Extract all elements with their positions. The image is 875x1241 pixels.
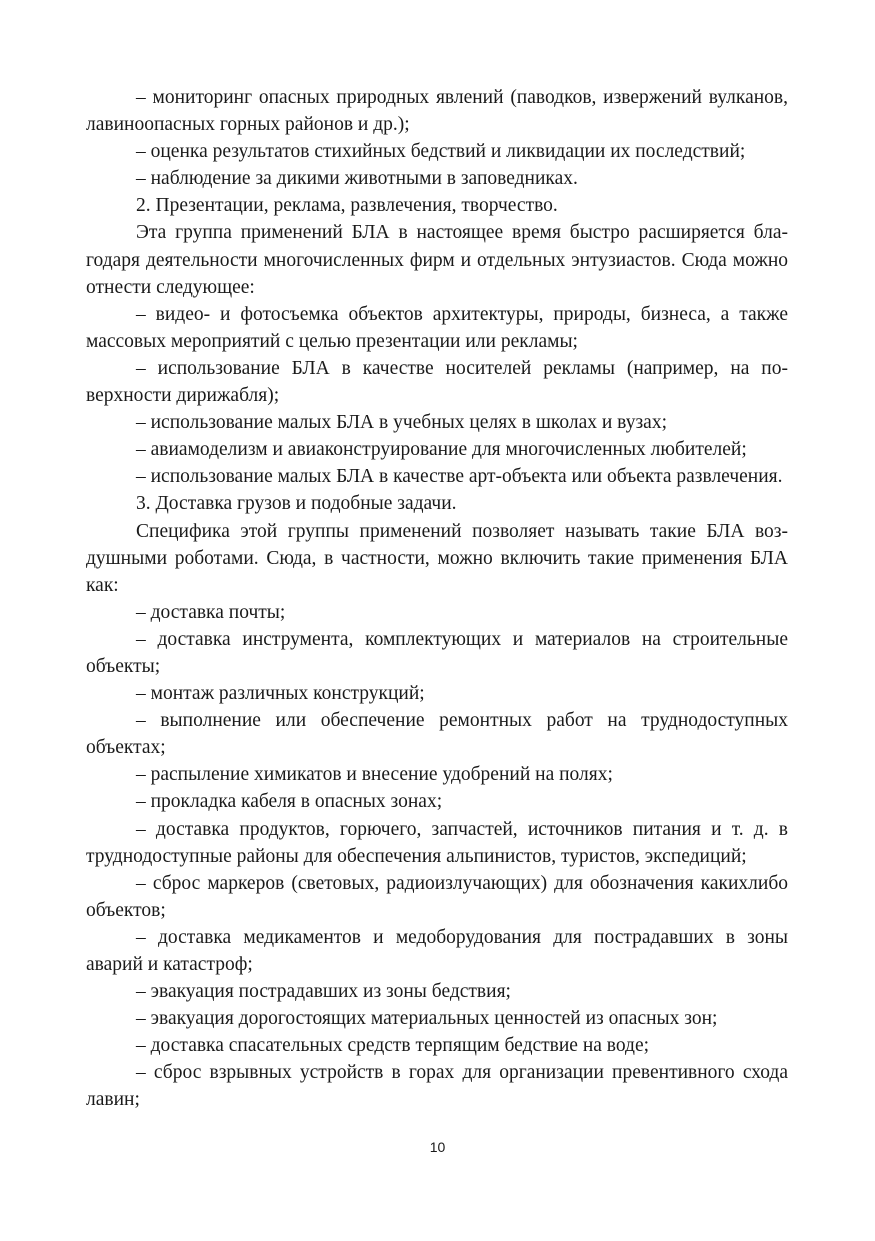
paragraph: – доставка продуктов, горючего, запчастей, источников питания и т. д. в труднодоступные районы для обеспечения альпинистов, туристов, экспедиций; <box>86 818 788 867</box>
paragraph: – прокладка кабеля в опасных зонах; <box>136 791 443 813</box>
paragraph: – мониторинг опасных природных явлений (паводков, извержений вулканов, лавиноопасных горных районов и др.); <box>86 87 788 136</box>
page-body <box>86 84 788 1114</box>
paragraph: – использование малых БЛА в учебных целях в школах и вузах; <box>136 412 668 434</box>
section-heading: 3. Доставка грузов и подобные задачи. <box>136 493 457 515</box>
paragraph: Специфика этой группы применений позволяет называть такие БЛА воздушными роботами. Сюда, в частности, можно включить такие применения БЛА как: <box>86 520 788 596</box>
paragraph: – сброс маркеров (световых, радиоизлучающих) для обозначения какихлибо объектов; <box>86 872 788 921</box>
paragraph: – распыление химикатов и внесение удобрений на полях; <box>136 764 613 786</box>
paragraph: – использование малых БЛА в качестве арт-объекта или объекта развлечения. <box>136 466 783 488</box>
paragraph: – эвакуация дорогостоящих материальных ценностей из опасных зон; <box>136 1008 718 1030</box>
paragraph: – оценка результатов стихийных бедствий и ликвидации их последствий; <box>136 141 746 163</box>
paragraph: – доставка спасательных средств терпящим бедствие на воде; <box>136 1035 650 1057</box>
paragraph: – выполнение или обеспечение ремонтных работ на труднодоступных объектах; <box>86 710 788 759</box>
paragraph: – использование БЛА в качестве носителей рекламы (например, на поверхности дирижабля); <box>86 357 788 407</box>
page-number: 10 <box>429 1139 446 1155</box>
paragraph: – наблюдение за дикими животными в заповедниках. <box>136 168 578 190</box>
paragraph: – доставка инструмента, комплектующих и материалов на строительные объекты; <box>86 628 788 677</box>
paragraph: – видео- и фотосъемка объектов архитектуры, природы, бизнеса, а также массовых мероприятий с целью презентации или рекламы; <box>86 303 788 352</box>
paragraph: – доставка почты; <box>136 601 286 623</box>
paragraph: – авиамоделизм и авиаконструирование для многочисленных любителей; <box>136 439 747 461</box>
paragraph: Эта группа применений БЛА в настоящее время быстро расширяется благодаря деятельности многочисленных фирм и отдельных энтузиастов. Сюда можно отнести следующее: <box>86 222 788 298</box>
paragraph: – эвакуация пострадавших из зоны бедствия; <box>136 981 511 1003</box>
paragraph: – доставка медикаментов и медоборудования для пострадавших в зоны аварий и катастроф; <box>86 926 788 975</box>
paragraph: – сброс взрывных устройств в горах для организации превентивного схода лавин; <box>86 1062 788 1111</box>
paragraph: – монтаж различных конструкций; <box>136 683 425 705</box>
section-heading: 2. Презентации, реклама, развлечения, творчество. <box>136 195 558 217</box>
